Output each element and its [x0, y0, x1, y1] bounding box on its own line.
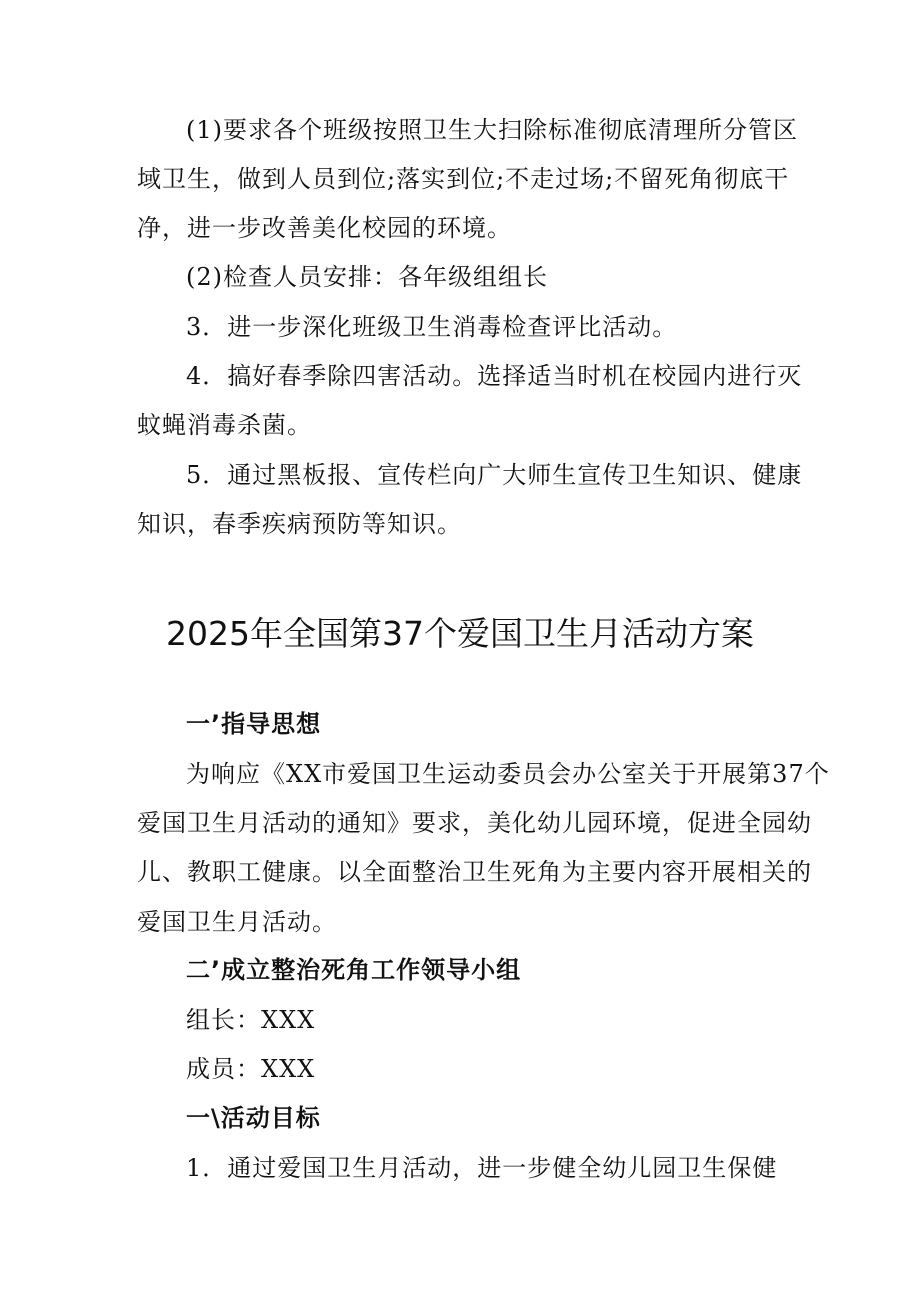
paragraph-line: 4．搞好春季除四害活动。选择适当时机在校园内进行灭 — [186, 362, 803, 390]
paragraph-line: 组长：XXX — [186, 1006, 316, 1034]
paragraph-line: 成员：XXX — [186, 1055, 316, 1083]
section-heading: 一\活动目标 — [186, 1104, 321, 1132]
paragraph-line: 域卫生，做到人员到位;落实到位;不走过场;不留死角彻底干 — [137, 165, 790, 193]
paragraph-line: 蚊蝇消毒杀菌。 — [137, 411, 312, 439]
paragraph-line: 爱国卫生月活动。 — [137, 908, 337, 936]
paragraph-line: (1)要求各个班级按照卫生大扫除标准彻底清理所分管区 — [186, 116, 798, 144]
paragraph-line: (2)检查人员安排：各年级组组长 — [186, 263, 548, 291]
paragraph-line: 5．通过黑板报、宣传栏向广大师生宣传卫生知识、健康 — [186, 461, 803, 489]
paragraph-line: 儿、教职工健康。以全面整治卫生死角为主要内容开展相关的 — [137, 858, 812, 886]
paragraph-line: 知识，春季疾病预防等知识。 — [137, 510, 462, 538]
paragraph-line: 净，进一步改善美化校园的环境。 — [137, 214, 512, 242]
paragraph-line: 3．进一步深化班级卫生消毒检查评比活动。 — [186, 313, 678, 341]
document-title: 2025年全国第37个爱国卫生月活动方案 — [166, 614, 754, 653]
paragraph-line: 1．通过爱国卫生月活动，进一步健全幼儿园卫生保健 — [186, 1154, 778, 1182]
section-heading: 二’成立整治死角工作领导小组 — [186, 956, 522, 984]
paragraph-line: 为响应《XX市爱国卫生运动委员会办公室关于开展第37个 — [186, 760, 830, 788]
paragraph-line: 爱国卫生月活动的通知》要求，美化幼儿园环境，促进全园幼 — [137, 809, 812, 837]
section-heading: 一’指导思想 — [186, 710, 322, 738]
